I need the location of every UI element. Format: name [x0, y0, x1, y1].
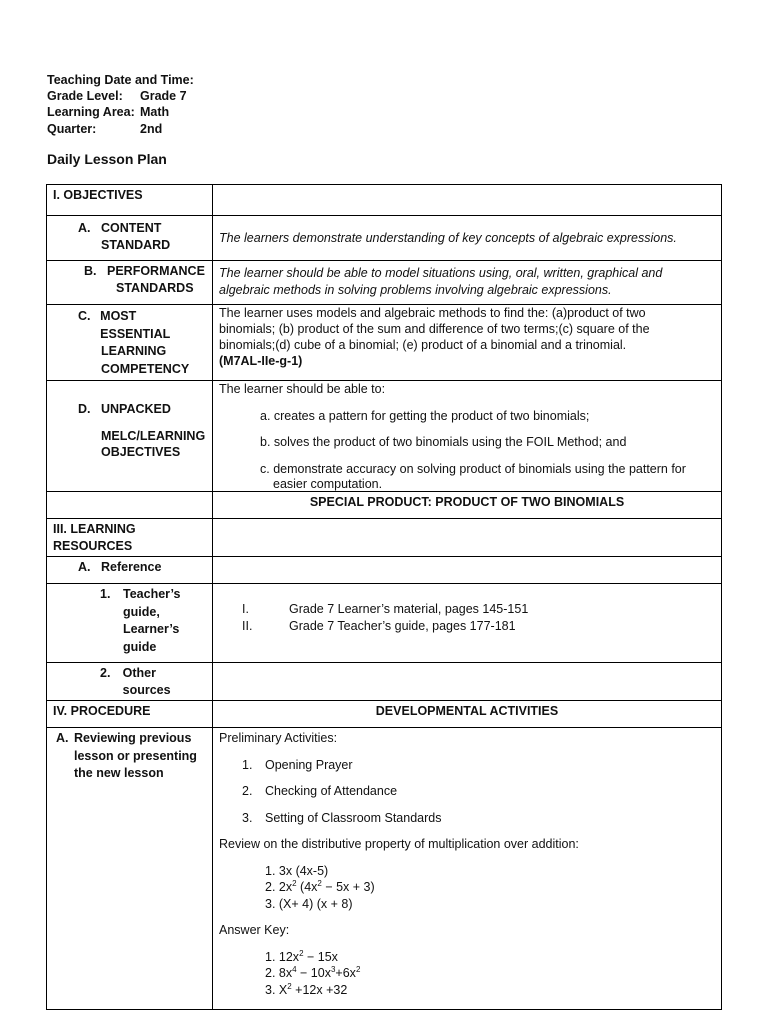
- other-sources-row: [47, 663, 722, 701]
- objectives-empty-cell: [213, 185, 722, 216]
- competency-text: The learner uses models and algebraic methods to find the: (a)product of two binomials; (b) product of the sum and difference of two terms;(c) square of the binomials;(d) cube of a binomial; (e) product of a binomial and a trinomial. (M7AL-IIe-g-1): [213, 305, 722, 381]
- performance-standard-label: B. PERFORMANCE STANDARDS: [47, 261, 213, 305]
- topic-row: [47, 492, 722, 519]
- teachers-guide-row: [47, 584, 722, 663]
- lesson-plan-table: [46, 184, 722, 1010]
- answer-key-label: Answer Key:: [219, 923, 290, 937]
- learning-area-label: Learning Area:: [47, 105, 135, 120]
- list-item: 1. Opening Prayer: [242, 757, 353, 772]
- list-item: 2. Checking of Attendance: [242, 784, 398, 798]
- document-title: Daily Lesson Plan: [47, 151, 167, 167]
- unpacked-melc-row: [47, 381, 722, 492]
- teachers-guide-list: I. Grade 7 Learner’s material, pages 145-151 II. Grade 7 Teacher’s guide, pages 177-181: [213, 584, 722, 663]
- competency-row: [47, 305, 722, 381]
- other-sources-label: 2. Other sources: [47, 663, 213, 701]
- reference-row: [47, 557, 722, 584]
- preliminary-activities-label: Preliminary Activities:: [219, 731, 338, 745]
- review-row: [47, 728, 722, 1010]
- performance-standard-row: [47, 261, 722, 305]
- lesson-header: [47, 72, 194, 137]
- teachers-guide-label: 1. Teacher’s guide, Learner’s guide: [47, 584, 213, 663]
- review-content: [213, 728, 722, 1010]
- resources-heading: III. LEARNING RESOURCES: [47, 519, 213, 557]
- developmental-activities-heading: DEVELOPMENTAL ACTIVITIES: [213, 701, 722, 728]
- quarter-value: 2nd: [140, 121, 163, 136]
- unpacked-melc-text: The learner should be able to: a. creates a pattern for getting the product of two binomials; b. solves the product of two binomials using the FOIL Method; and c. demonstrate accuracy on solving product of binomials using the pattern for easier computation.: [213, 381, 722, 492]
- other-sources-empty-cell: [213, 663, 722, 701]
- review-label: A. Reviewing previous lesson or presenting the new lesson: [47, 728, 213, 1010]
- objectives-row: [47, 185, 722, 216]
- competency-code: (M7AL-IIe-g-1): [219, 354, 303, 368]
- quarter-label: Quarter:: [47, 121, 97, 136]
- unpacked-melc-label: D. UNPACKED MELC/LEARNING OBJECTIVES: [47, 381, 213, 492]
- procedure-row: [47, 701, 722, 728]
- reference-empty-cell: [213, 557, 722, 584]
- topic-title: SPECIAL PRODUCT: PRODUCT OF TWO BINOMIALS: [213, 492, 722, 519]
- performance-standard-text: The learner should be able to model situations using, oral, written, graphical and algebraic methods in solving problems involving algebraic expressions.: [213, 261, 722, 305]
- resources-empty-cell: [213, 519, 722, 557]
- content-standard-label: A. CONTENT STANDARD: [47, 216, 213, 261]
- content-standard-text: The learners demonstrate understanding of key concepts of algebraic expressions.: [213, 216, 722, 261]
- learning-area-value: Math: [140, 105, 170, 120]
- content-standard-row: [47, 216, 722, 261]
- resources-row: [47, 519, 722, 557]
- review-instruction: Review on the distributive property of multiplication over addition:: [219, 837, 579, 851]
- procedure-heading: IV. PROCEDURE: [47, 701, 213, 728]
- topic-empty-cell: [47, 492, 213, 519]
- competency-label: C. MOST ESSENTIAL LEARNING COMPETENCY: [47, 305, 213, 381]
- list-item: 3. Setting of Classroom Standards: [242, 810, 442, 825]
- answer-key-list: 1. $12x^2 - 15x$ 2. $8x^4 - 10x^3+6x^2$ 3. $X^2 +12x +32$: [265, 948, 361, 997]
- teaching-date-label: Teaching Date and Time:: [47, 73, 194, 87]
- review-problems: 1. 3x (4x-5) 2. $2x^2$ $(4x^2 - 5x + 3)$ 3. (X+ 4) (x + 8): [265, 863, 375, 911]
- grade-level-label: Grade Level:: [47, 89, 123, 104]
- objectives-heading: I. OBJECTIVES: [47, 185, 213, 216]
- reference-label: A. Reference: [47, 557, 213, 584]
- grade-level-value: Grade 7: [140, 89, 187, 104]
